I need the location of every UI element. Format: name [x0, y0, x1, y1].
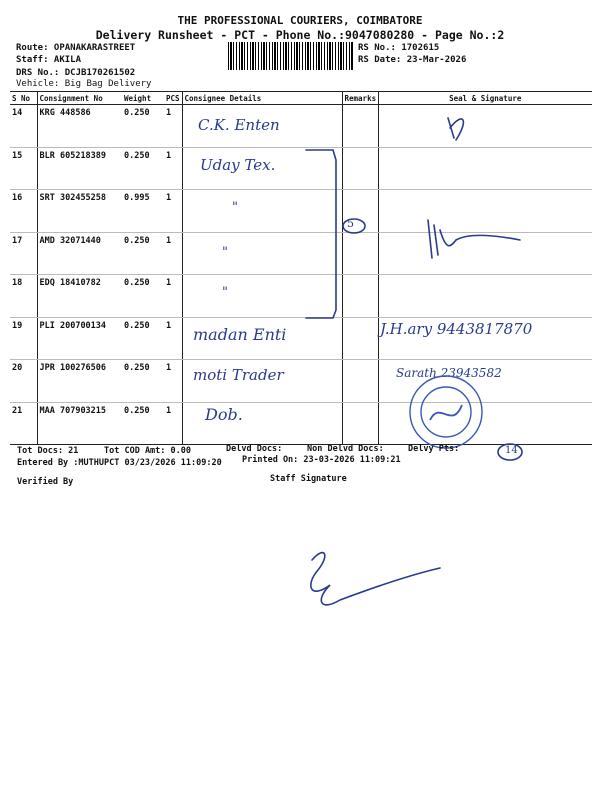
- row-consignment: EDQ 18410782: [37, 275, 122, 318]
- row-seal: [378, 190, 592, 233]
- barcode: [228, 42, 354, 70]
- total-docs: Tot Docs: 21: [17, 446, 79, 456]
- handwritten-consignee: Uday Tex.: [200, 156, 276, 174]
- row-sno: 16: [10, 190, 37, 233]
- handwritten-consignee: Dob.: [205, 405, 243, 424]
- row-consignment: BLR 605218389: [37, 147, 122, 190]
- table-row: [10, 360, 592, 403]
- handwritten-consignee: ": [222, 245, 228, 260]
- printed-on: Printed On: 23-03-2026 11:09:21: [242, 455, 401, 465]
- row-remarks: [342, 147, 378, 190]
- signature-row-20: Sarath 23943582: [396, 366, 502, 380]
- staff-signature-ink: [311, 553, 440, 605]
- runsheet-title: Delivery Runsheet - PCT - Phone No.:9047080280 - Page No.:2: [95, 28, 505, 42]
- col-consignment: Consignment No: [37, 92, 122, 105]
- row-weight: 0.250: [122, 317, 164, 360]
- row-weight: 0.250: [122, 402, 164, 445]
- row-weight: 0.250: [122, 105, 164, 148]
- col-consignee: Consignee Details: [182, 92, 342, 105]
- row-seal: [378, 232, 592, 275]
- row-sno: 19: [10, 317, 37, 360]
- total-cod: Tot COD Amt: 0.00: [104, 446, 191, 456]
- row-sno: 20: [10, 360, 37, 403]
- row-pcs: 1: [164, 147, 182, 190]
- consignment-table: [10, 91, 592, 445]
- table-row: [10, 147, 592, 190]
- row-consignment: SRT 302455258: [37, 190, 122, 233]
- row-pcs: 1: [164, 105, 182, 148]
- entered-by: Entered By :MUTHUPCT 03/23/2026 11:09:20: [17, 458, 222, 468]
- company-title: THE PROFESSIONAL COURIERS, COIMBATORE: [177, 14, 423, 27]
- table-row: [10, 402, 592, 445]
- handwritten-consignee: moti Trader: [193, 366, 284, 384]
- row-pcs: 1: [164, 360, 182, 403]
- group-count: 5: [347, 217, 354, 230]
- row-weight: 0.995: [122, 190, 164, 233]
- row-pcs: 1: [164, 402, 182, 445]
- row-weight: 0.250: [122, 275, 164, 318]
- row-sno: 21: [10, 402, 37, 445]
- col-pcs: PCS: [164, 92, 182, 105]
- row-sno: 15: [10, 147, 37, 190]
- table-row: [10, 190, 592, 233]
- row-consignee: [182, 232, 342, 275]
- row-consignment: JPR 100276506: [37, 360, 122, 403]
- delivered-docs: Delvd Docs:: [226, 444, 283, 454]
- col-sno: S No: [10, 92, 37, 105]
- row-remarks: [342, 317, 378, 360]
- staff-signature: Staff Signature: [270, 474, 347, 484]
- rs-number: RS No.: 1702615: [358, 43, 440, 53]
- table-row: [10, 105, 592, 148]
- row-consignment: MAA 707903215: [37, 402, 122, 445]
- row-consignment: KRG 448586: [37, 105, 122, 148]
- row-remarks: [342, 232, 378, 275]
- row-seal: [378, 402, 592, 445]
- col-remarks: Remarks: [342, 92, 378, 105]
- row-consignee: [182, 275, 342, 318]
- row-pcs: 1: [164, 190, 182, 233]
- row-weight: 0.250: [122, 232, 164, 275]
- row-weight: 0.250: [122, 147, 164, 190]
- staff-label: Staff: AKILA: [16, 55, 82, 65]
- handwritten-consignee: ": [222, 285, 228, 300]
- vehicle-label: Vehicle: Big Bag Delivery: [16, 79, 152, 89]
- row-sno: 17: [10, 232, 37, 275]
- row-pcs: 1: [164, 317, 182, 360]
- footer-count: 14: [505, 445, 518, 456]
- handwritten-consignee: ": [232, 200, 238, 215]
- row-consignee: [182, 190, 342, 233]
- row-weight: 0.250: [122, 360, 164, 403]
- col-weight: Weight: [122, 92, 164, 105]
- row-sno: 18: [10, 275, 37, 318]
- row-pcs: 1: [164, 275, 182, 318]
- row-seal: [378, 147, 592, 190]
- rs-date: RS Date: 23-Mar-2026: [358, 55, 467, 65]
- signature-row-19: J.H.ary 9443817870: [380, 320, 533, 338]
- row-pcs: 1: [164, 232, 182, 275]
- verified-by: Verified By: [17, 477, 74, 487]
- route-label: Route: OPANAKARASTREET: [16, 43, 136, 53]
- table-header-row: [10, 92, 592, 105]
- handwritten-consignee: C.K. Enten: [198, 116, 280, 134]
- row-seal: [378, 105, 592, 148]
- non-delivered-docs: Non Delvd Docs:: [307, 444, 384, 454]
- drs-number: DRS No.: DCJB170261502: [16, 68, 136, 78]
- delivery-points: Delvy Pts:: [408, 444, 460, 454]
- row-consignment: PLI 200700134: [37, 317, 122, 360]
- handwritten-consignee: madan Enti: [193, 325, 287, 344]
- col-seal: Seal & Signature: [378, 92, 592, 105]
- row-sno: 14: [10, 105, 37, 148]
- row-remarks: [342, 402, 378, 445]
- row-remarks: [342, 105, 378, 148]
- row-consignment: AMD 32071440: [37, 232, 122, 275]
- table-row: [10, 275, 592, 318]
- row-remarks: [342, 360, 378, 403]
- row-remarks: [342, 275, 378, 318]
- row-seal: [378, 275, 592, 318]
- table-row: [10, 232, 592, 275]
